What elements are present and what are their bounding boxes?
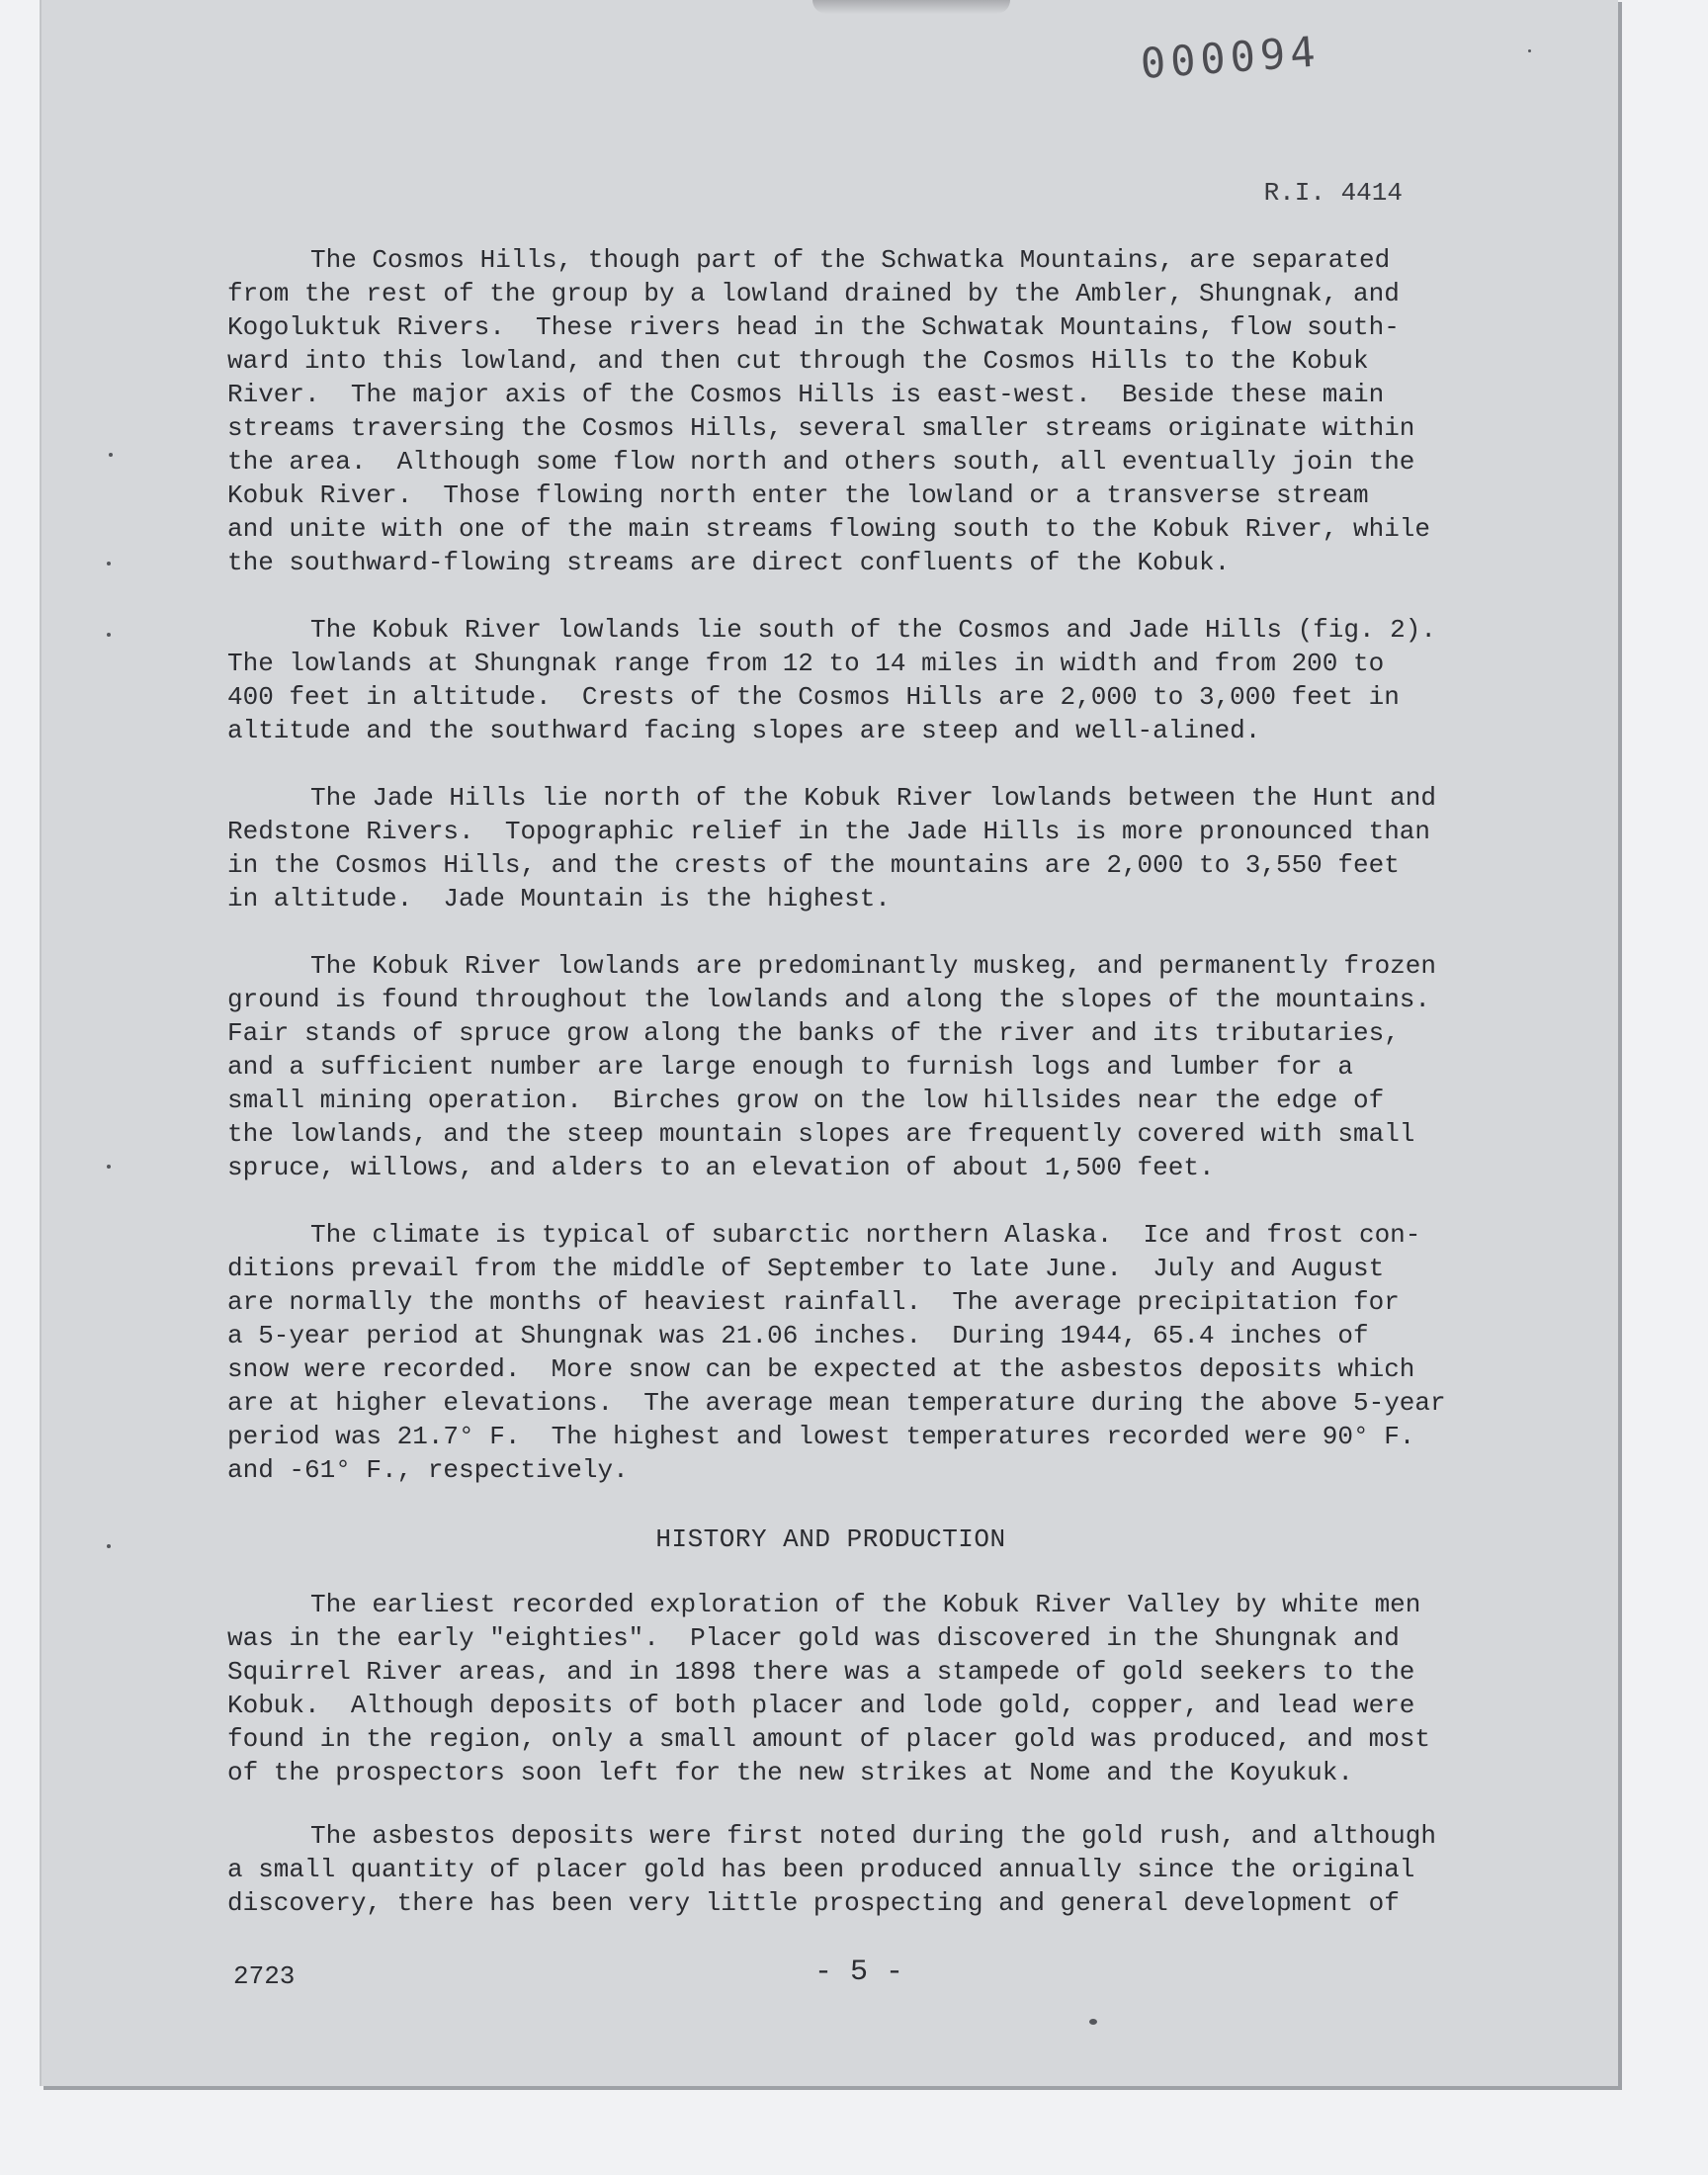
text-line: The Cosmos Hills, though part of the Schwatka Mountains, are separated	[310, 245, 1391, 275]
text-line: period was 21.7° F. The highest and lowest temperatures recorded were 90° F.	[227, 1422, 1415, 1451]
text-line: of the prospectors soon left for the new strikes at Nome and the Koyukuk.	[227, 1758, 1353, 1787]
page-stamp-number: 000094	[1139, 27, 1322, 88]
text-line: streams traversing the Cosmos Hills, several smaller streams originate within	[227, 413, 1415, 443]
text-line: Kobuk River. Those flowing north enter the lowland or a transverse stream	[227, 480, 1369, 510]
scan-speck	[1089, 2019, 1097, 2025]
text-line: small mining operation. Birches grow on the low hillsides near the edge of	[227, 1086, 1385, 1115]
scan-speck	[107, 633, 111, 637]
page-number: - 5 -	[814, 1956, 904, 1989]
text-line: The earliest recorded exploration of the Kobuk River Valley by white men	[310, 1590, 1421, 1619]
text-line: River. The major axis of the Cosmos Hills is east-west. Beside these main	[227, 380, 1385, 409]
report-id: R.I. 4414	[1263, 178, 1403, 208]
footer-document-number: 2723	[233, 1961, 296, 1991]
text-line: The Kobuk River lowlands lie south of the Cosmos and Jade Hills (fig. 2).	[310, 615, 1436, 645]
text-line: the lowlands, and the steep mountain slopes are frequently covered with small	[227, 1119, 1415, 1149]
scan-speck	[107, 1165, 111, 1169]
scan-speck	[109, 453, 113, 457]
text-line: are normally the months of heaviest rainfall. The average precipitation for	[227, 1287, 1400, 1317]
paragraph-vegetation	[227, 949, 1591, 1184]
paragraph-kobuk-lowlands	[227, 613, 1591, 747]
scan-speck	[107, 562, 111, 566]
text-line: in the Cosmos Hills, and the crests of the mountains are 2,000 to 3,550 feet	[227, 850, 1400, 880]
text-line: Kogoluktuk Rivers. These rivers head in the Schwatak Mountains, flow south-	[227, 312, 1400, 342]
text-line: was in the early "eighties". Placer gold was discovered in the Shungnak and	[227, 1623, 1400, 1653]
text-line: ground is found throughout the lowlands and along the slopes of the mountains.	[227, 985, 1430, 1014]
text-line: The asbestos deposits were first noted during the gold rush, and although	[310, 1821, 1436, 1851]
text-line: spruce, willows, and alders to an elevation of about 1,500 feet.	[227, 1153, 1215, 1182]
text-line: a 5-year period at Shungnak was 21.06 inches. During 1944, 65.4 inches of	[227, 1321, 1369, 1350]
text-line: Redstone Rivers. Topographic relief in the Jade Hills is more pronounced than	[227, 817, 1430, 846]
text-line: The lowlands at Shungnak range from 12 to 14 miles in width and from 200 to	[227, 649, 1385, 678]
paragraph-asbestos	[227, 1819, 1591, 1920]
scan-speck	[1528, 49, 1531, 52]
text-line: ward into this lowland, and then cut through the Cosmos Hills to the Kobuk	[227, 346, 1369, 376]
text-line: discovery, there has been very little prospecting and general development of	[227, 1888, 1400, 1918]
scan-smudge	[812, 0, 1010, 14]
text-line: Kobuk. Although deposits of both placer and lode gold, copper, and lead were	[227, 1691, 1415, 1720]
text-line: snow were recorded. More snow can be expected at the asbestos deposits which	[227, 1354, 1415, 1384]
text-line: a small quantity of placer gold has been produced annually since the original	[227, 1855, 1415, 1884]
scan-speck	[107, 1544, 111, 1548]
section-heading: HISTORY AND PRODUCTION	[655, 1524, 1006, 1554]
text-line: from the rest of the group by a lowland drained by the Ambler, Shungnak, and	[227, 279, 1400, 308]
paragraph-exploration	[227, 1588, 1591, 1789]
text-line: the southward-flowing streams are direct confluents of the Kobuk.	[227, 548, 1231, 577]
text-line: and unite with one of the main streams flowing south to the Kobuk River, while	[227, 514, 1430, 544]
text-line: and -61° F., respectively.	[227, 1455, 629, 1485]
text-line: are at higher elevations. The average mean temperature during the above 5-year	[227, 1388, 1446, 1418]
text-line: and a sufficient number are large enough to furnish logs and lumber for a	[227, 1052, 1353, 1082]
text-line: the area. Although some flow north and others south, all eventually join the	[227, 447, 1415, 477]
text-line: Fair stands of spruce grow along the banks of the river and its tributaries,	[227, 1018, 1400, 1048]
paragraph-cosmos-hills	[227, 243, 1591, 579]
text-line: The Kobuk River lowlands are predominantly muskeg, and permanently frozen	[310, 951, 1436, 981]
text-line: found in the region, only a small amount of placer gold was produced, and most	[227, 1724, 1430, 1754]
paragraph-jade-hills	[227, 781, 1591, 915]
text-line: Squirrel River areas, and in 1898 there was a stampede of gold seekers to the	[227, 1657, 1415, 1687]
paragraph-climate	[227, 1218, 1591, 1487]
text-line: ditions prevail from the middle of September to late June. July and August	[227, 1254, 1385, 1283]
text-line: The Jade Hills lie north of the Kobuk River lowlands between the Hunt and	[310, 783, 1436, 813]
text-line: 400 feet in altitude. Crests of the Cosmos Hills are 2,000 to 3,000 feet in	[227, 682, 1400, 712]
text-line: altitude and the southward facing slopes are steep and well-alined.	[227, 716, 1261, 745]
document-page	[40, 0, 1618, 2086]
text-line: in altitude. Jade Mountain is the highest.	[227, 884, 891, 914]
text-line: The climate is typical of subarctic northern Alaska. Ice and frost con-	[310, 1220, 1421, 1250]
